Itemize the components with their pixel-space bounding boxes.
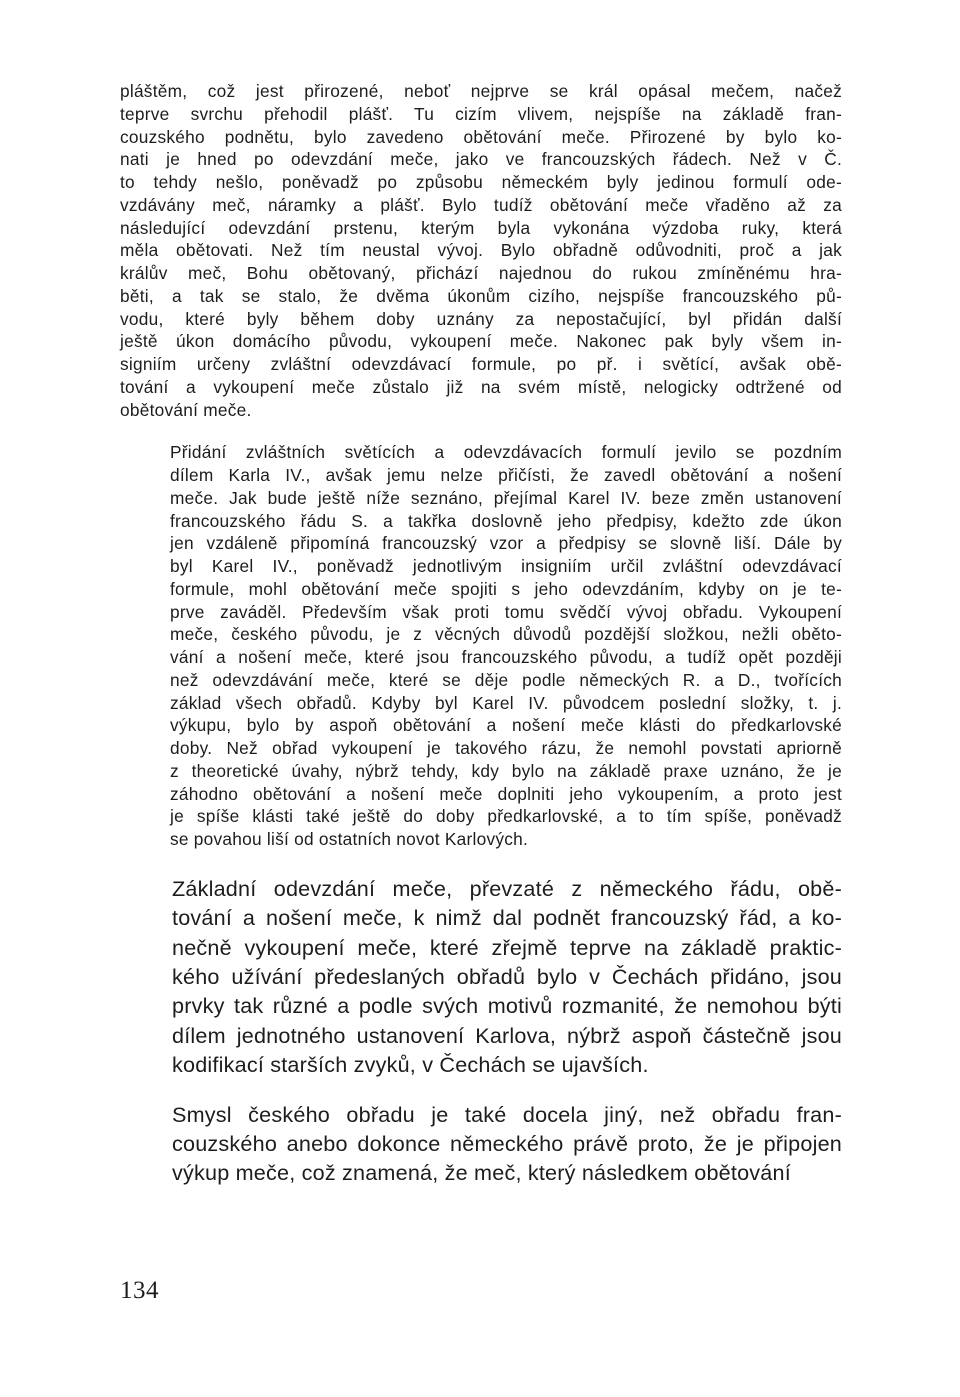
paragraph-2 [120, 441, 842, 851]
text-line: než odevzdávání meče, které se děje podle německých R. a D., tvořících [170, 669, 842, 690]
text-line: teprve svrchu přehodil plášť. Tu cizím vlivem, nejspíše na základě fran- [120, 103, 842, 124]
text-line: nečně vykoupení meče, které zřejmě teprve na základě praktic- [172, 934, 842, 960]
text-large [120, 874, 842, 1188]
page-number: 134 [120, 1277, 159, 1304]
text-line: následující odevzdání prstenu, kterým byla vykonána výzdoba ruky, která [120, 217, 842, 238]
text-line: vání a nošení meče, které jsou francouzského původu, a tudíž opět později [170, 647, 842, 667]
text-line: nati je hned po odevzdání meče, jako ve francouzských řádech. Než v Č. [120, 149, 842, 170]
text-line: králův meč, Bohu obětovaný, přichází najednou do rukou zmíněnému hra- [120, 263, 842, 283]
text-line: tování a vykoupení meče zůstalo již na svém místě, nelogicky odtržené od [120, 376, 842, 397]
text-line: tování a nošení meče, k nimž dal podnět francouzský řád, a ko- [172, 905, 842, 931]
paragraph-1 [120, 80, 842, 421]
text-line: výkupu, bylo by aspoň obětování a nošení meče klásti do předkarlovské [170, 715, 842, 736]
text-line: vodu, které byly během doby uznány za nepostačující, byl přidán další [120, 308, 842, 329]
text-line: formule, mohl obětování meče spojiti s jeho odevzdáním, kdyby on je te- [170, 578, 842, 599]
text-line: couzského podnětu, bylo zavedeno obětování meče. Přirozené by bylo ko- [120, 126, 842, 147]
text-line: kodifikací starších zvyků, v Čechách se ujavších. [172, 1052, 649, 1078]
text-line: Základní odevzdání meče, převzaté z německého řádu, obě- [172, 875, 842, 901]
text-line: byl Karel IV., poněvadž jednotlivým insigniím určil zvláštní odevzdávací [170, 556, 842, 576]
text-line: to tehdy nešlo, poněvadž po způsobu německém byly jedinou formulí ode- [120, 172, 842, 192]
text-line: z theoretické úvahy, nýbrž tehdy, kdy bylo na základě praxe uznáno, že je [170, 760, 842, 781]
text-line: doby. Než obřad vykoupení je takového rázu, že nemohl povstati apriorně [170, 738, 842, 758]
text-line: záhodno obětování a nošení meče doplniti jeho vykoupením, a proto jest [170, 783, 842, 804]
text-line: obětování meče. [120, 399, 252, 420]
text-line: pláštěm, což jest přirozené, neboť nejprve se král opásal mečem, načež [120, 81, 842, 101]
text-line: měla obětovati. Než tím neustal vývoj. Bylo obřadně odůvodniti, proč a jak [120, 240, 842, 261]
text-line: dílem Karla IV., avšak jemu nelze přičísti, že zavedl obětování a nošení [170, 465, 842, 485]
text-line: Smysl českého obřadu je také docela jiný, než obřadu fran- [172, 1101, 842, 1127]
text-line: kého užívání předeslaných obřadů bylo v Čechách přidáno, jsou [172, 963, 842, 989]
text-line: Přidání zvláštních světících a odevzdávacích formulí jevilo se pozdním [170, 442, 842, 463]
text-line: základ všech obřadů. Kdyby byl Karel IV. původcem poslední složky, t. j. [170, 692, 842, 713]
text-line: vzdávány meč, náramky a plášť. Bylo tudíž obětování meče vřaděno až za [120, 194, 842, 215]
text-line: prvky tak různé a podle svých motivů rozmanité, že nemohou býti [172, 993, 842, 1019]
text-line: prve zaváděl. Především však proti tomu svědčí vývoj obřadu. Vykoupení [170, 601, 842, 622]
text-line: dílem jednotného ustanovení Karlova, nýbrž aspoň částečně jsou [172, 1022, 842, 1048]
paragraph-4 [120, 1100, 842, 1188]
text-line: meče. Jak bude ještě níže seznáno, přejímal Karel IV. beze změn ustanovení [170, 487, 842, 508]
paragraph-3 [120, 874, 842, 1080]
text-line: signiím určeny zvláštní odevzdávací formule, po př. i světící, avšak obě- [120, 354, 842, 374]
text-small [120, 80, 842, 851]
text-line: francouzského řádu S. a takřka doslovně jeho předpisy, kdežto zde úkon [170, 510, 842, 531]
page-body [120, 80, 842, 1188]
text-line: běti, a tak se stalo, že dvěma úkonům cizího, nejspíše francouzského pů- [120, 285, 842, 306]
text-line: meče, českého původu, je z věcných důvodů pozdější složkou, nežli obětо- [170, 624, 842, 645]
text-line: se povahou liší od ostatních novot Karlových. [170, 829, 529, 849]
text-line: ještě úkon domácího původu, vykoupení meče. Nakonec pak byly všem in- [120, 331, 842, 352]
text-line: couzského anebo dokonce německého právě proto, že je připojen [172, 1131, 842, 1156]
text-line: je spíše klásti také ještě do doby předkarlovské, a to tím spíše, poněvadž [170, 806, 842, 827]
text-line: výkup meče, což znamená, že meč, který následkem obětování [172, 1160, 791, 1186]
text-line: jen vzdáleně připomíná francouzský vzor a předpisy se slovně liší. Dále by [170, 533, 842, 554]
